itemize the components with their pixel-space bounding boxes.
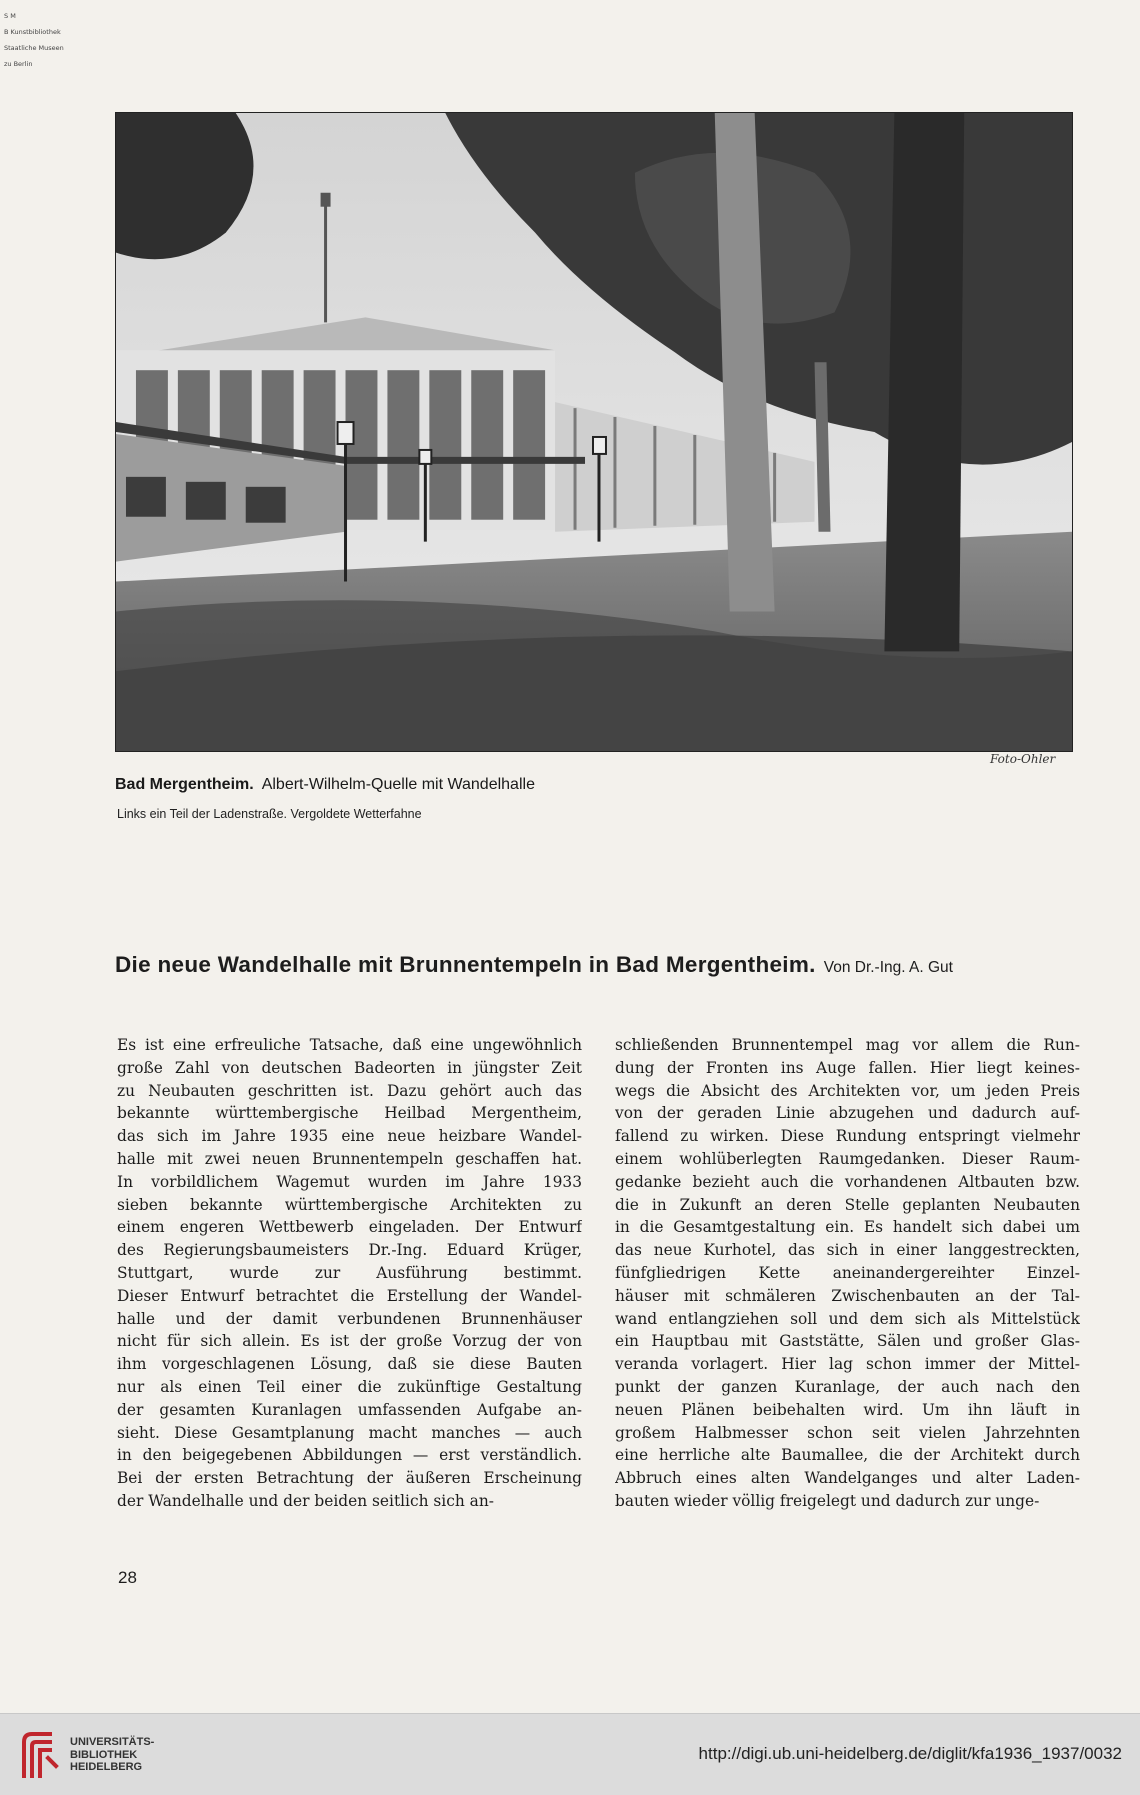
- article-text-line: bekannte württembergische Heilbad Mergentheim,: [117, 1104, 582, 1123]
- article-text-line: Stuttgart, wurde zur Ausführung bestimmt.: [117, 1263, 582, 1282]
- article-text-line: veranda vorlagert. Hier lag schon immer der Mittel-: [615, 1355, 1080, 1374]
- institution-name: [70, 1736, 154, 1774]
- article-author: Von Dr.-Ing. A. Gut: [823, 959, 953, 976]
- wandelhalle-photograph: [115, 112, 1073, 752]
- article-text-line: Dieser Entwurf betrachtet die Erstellung der Wandel-: [117, 1286, 582, 1305]
- article-text-line: dung der Fronten ins Auge fallen. Hier liegt keines-: [615, 1058, 1080, 1077]
- article-text-line: Bei der ersten Betrachtung der äußeren Erscheinung: [117, 1469, 582, 1488]
- article-text-line: der Wandelhalle und der beiden seitlich sich an-: [117, 1491, 494, 1510]
- article-text-line: häuser mit schmäleren Zwischenbauten an der Tal-: [615, 1286, 1080, 1305]
- article-text-line: des Regierungsbaumeisters Dr.-Ing. Eduard Krüger,: [117, 1241, 582, 1260]
- article-text-line: neuen Plänen beibehalten wird. Um ihn läuft in: [615, 1400, 1080, 1419]
- article-text-line: halle mit zwei neuen Brunnentempeln geschaffen hat.: [117, 1149, 582, 1168]
- stamp-line: zu Berlin: [4, 60, 33, 68]
- article-text-line: zu Neubauten geschritten ist. Dazu gehört auch das: [117, 1081, 582, 1100]
- article-text-line: fünfgliedrigen Kette aneinandergereihter Einzel-: [615, 1263, 1080, 1282]
- article-text-line: einem engeren Wettbewerb eingeladen. Der Entwurf: [117, 1218, 582, 1237]
- article-text-line: das sich im Jahre 1935 eine neue heizbare Wandel-: [117, 1127, 582, 1146]
- article-text-line: halle und der damit verbundenen Brunnenhäuser: [117, 1309, 582, 1328]
- institution-line: BIBLIOTHEK: [70, 1748, 138, 1761]
- article-column-left: [117, 1034, 582, 1513]
- article-text-line: der gesamten Kuranlagen umfassenden Aufgabe an-: [117, 1400, 582, 1419]
- article-text-line: nicht für sich allein. Es ist der große Vorzug der von: [117, 1332, 582, 1351]
- library-stamp: [4, 4, 64, 76]
- caption-place: Bad Mergentheim.: [115, 776, 254, 793]
- article-headline: [115, 952, 1080, 978]
- article-text-line: in den beigegebenen Abbildungen — erst verständlich.: [117, 1446, 582, 1465]
- article-text-line: eine herrliche alte Baumallee, die der Architekt durch: [615, 1446, 1080, 1465]
- stamp-line: Staatliche Museen: [4, 44, 64, 52]
- stamp-line: S M: [4, 12, 16, 20]
- article-text-line: wand entlangziehen soll und dem sich als Mittelstück: [615, 1309, 1080, 1328]
- article-text-line: sieben bekannte württembergische Architekten zu: [117, 1195, 582, 1214]
- photo-illustration: [116, 113, 1072, 751]
- article-column-right: [615, 1034, 1080, 1513]
- article-title: Die neue Wandelhalle mit Brunnentempeln in Bad Mergentheim.: [115, 952, 816, 977]
- article-text-line: In vorbildlichem Wagemut wurden im Jahre 1933: [117, 1172, 582, 1191]
- article-text-line: ihm vorgeschlagenen Lösung, daß sie diese Bauten: [117, 1355, 582, 1374]
- caption-note: Links ein Teil der Ladenstraße. Vergoldete Wetterfahne: [117, 807, 422, 821]
- article-text-line: nur als einen Teil einer die zukünftige Gestaltung: [117, 1377, 582, 1396]
- permalink-url[interactable]: http://digi.ub.uni-heidelberg.de/diglit/kfa1936_1937/0032: [698, 1744, 1122, 1763]
- page-number: 28: [118, 1568, 137, 1587]
- photo-caption: [115, 776, 535, 794]
- article-text-line: einem wohlüberlegten Raumgedanken. Dieser Raum-: [615, 1149, 1080, 1168]
- article-text-line: bauten wieder völlig freigelegt und dadurch zur unge-: [615, 1491, 1040, 1510]
- article-text-line: große Zahl von deutschen Badeorten in jüngster Zeit: [117, 1058, 582, 1077]
- institution-line: HEIDELBERG: [70, 1761, 143, 1773]
- article-text-line: von der geraden Linie abzugehen und dadurch auf-: [615, 1104, 1080, 1123]
- article-text-line: in die Gesamtgestaltung ein. Es handelt sich dabei um: [615, 1218, 1080, 1237]
- article-text-line: fallend zu wirken. Diese Rundung entspringt vielmehr: [615, 1127, 1080, 1146]
- caption-subject: Albert-Wilhelm-Quelle mit Wandelhalle: [261, 776, 535, 793]
- article-text-line: Es ist eine erfreuliche Tatsache, daß eine ungewöhnlich: [117, 1036, 582, 1054]
- article-text-line: das neue Kurhotel, das sich in einer langgestreckten,: [615, 1241, 1080, 1260]
- stamp-line: B Kunstbibliothek: [4, 28, 61, 36]
- institution-line: UNIVERSITÄTS-: [70, 1736, 155, 1748]
- article-text-line: schließenden Brunnentempel mag vor allem die Run-: [615, 1036, 1080, 1054]
- article-text-line: ein Hauptbau mit Gaststätte, Sälen und großer Glas-: [615, 1332, 1080, 1351]
- article-text-line: großem Halbmesser schon seit vielen Jahrzehnten: [615, 1423, 1080, 1442]
- article-text-line: Abbruch eines alten Wandelganges und alter Laden-: [615, 1469, 1080, 1488]
- article-text-line: sieht. Diese Gesamtplanung macht manches — auch: [117, 1423, 582, 1442]
- article-text-line: die in Zukunft an deren Stelle geplanten Neubauten: [615, 1195, 1080, 1214]
- digitization-footer: [0, 1713, 1140, 1795]
- university-library-logo-icon: [18, 1728, 62, 1782]
- article-text-line: wegs die Absicht des Architekten vor, um jeden Preis: [615, 1081, 1080, 1100]
- photo-credit: Foto-Ohler: [990, 752, 1056, 766]
- article-text-line: gedanke bezieht auch die vorhandenen Altbauten bzw.: [615, 1172, 1080, 1191]
- article-text-line: punkt der ganzen Kuranlage, der auch nach den: [615, 1377, 1080, 1396]
